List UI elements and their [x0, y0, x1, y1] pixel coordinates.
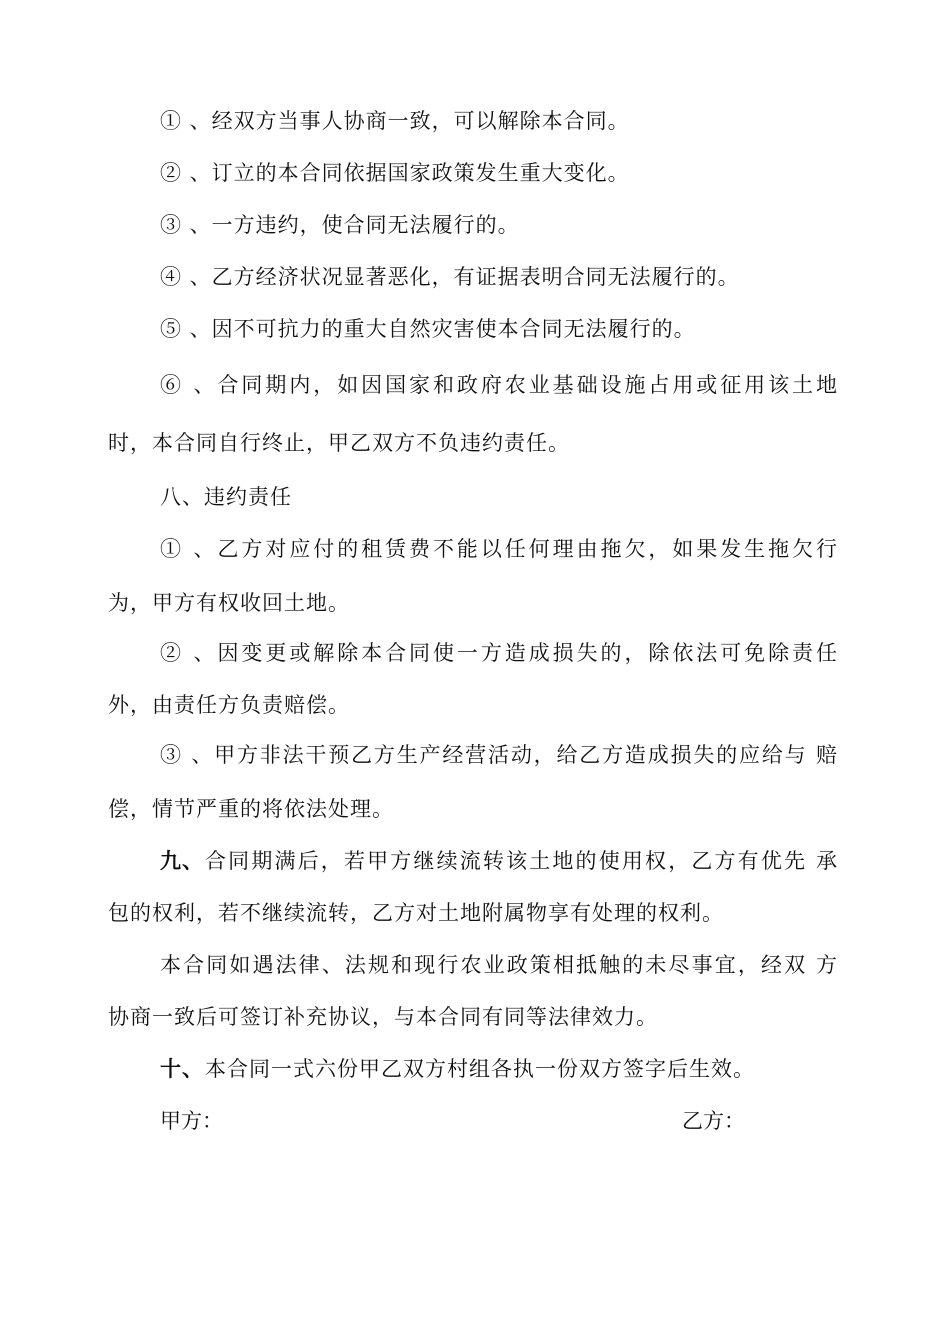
clause-8-item-1-line-2: 为，甲方有权收回土地。	[108, 591, 350, 615]
clause-9-label: 九、	[160, 848, 204, 873]
clause-8-heading: 八、违约责任	[160, 485, 292, 509]
clause-10-text: 本合同一式六份甲乙双方村组各执一份双方签字后生效。	[205, 1057, 755, 1081]
supplement-line-1: 本合同如遇法律、法规和现行农业政策相抵触的未尽事宜，经双 方	[160, 953, 838, 977]
clause-7-item-4: ④ 、乙方经济状况显著恶化，有证据表明合同无法履行的。	[160, 265, 740, 289]
supplement-line-2: 协商一致后可签订补充协议，与本合同有同等法律效力。	[108, 1005, 658, 1029]
clause-9-line-2: 包的权利，若不继续流转，乙方对土地附属物享有处理的权利。	[108, 901, 724, 925]
clause-8-item-2-line-1: ② 、因变更或解除本合同使一方造成损失的，除依法可免除责任	[160, 641, 838, 665]
clause-9-line-1: 合同期满后，若甲方继续流转该土地的使用权，乙方有优先 承	[205, 849, 838, 873]
clause-7-item-1: ① 、经双方当事人协商一致，可以解除本合同。	[160, 109, 630, 133]
clause-7-item-6-line-2: 时，本合同自行终止，甲乙双方不负违约责任。	[108, 431, 570, 455]
clause-10-label: 十、	[160, 1056, 204, 1081]
clause-7-item-5: ⑤ 、因不可抗力的重大自然灾害使本合同无法履行的。	[160, 317, 696, 341]
clause-8-item-3-line-2: 偿，情节严重的将依法处理。	[108, 797, 394, 821]
clause-8-item-3-line-1: ③ 、甲方非法干预乙方生产经营活动，给乙方造成损失的应给与 赔	[160, 743, 838, 767]
clause-7-item-6-line-1: ⑥ 、合同期内，如因国家和政府农业基础设施占用或征用该土地	[160, 373, 838, 397]
clause-7-item-2: ② 、订立的本合同依据国家政策发生重大变化。	[160, 161, 630, 185]
party-b-signature-label: 乙方：	[682, 1109, 745, 1133]
clause-8-item-2-line-2: 外，由责任方负责赔偿。	[108, 693, 350, 717]
party-a-signature-label: 甲方：	[160, 1109, 223, 1133]
clause-7-item-3: ③ 、一方违约，使合同无法履行的。	[160, 213, 520, 237]
clause-8-item-1-line-1: ① 、乙方对应付的租赁费不能以任何理由拖欠，如果发生拖欠行	[160, 537, 838, 561]
